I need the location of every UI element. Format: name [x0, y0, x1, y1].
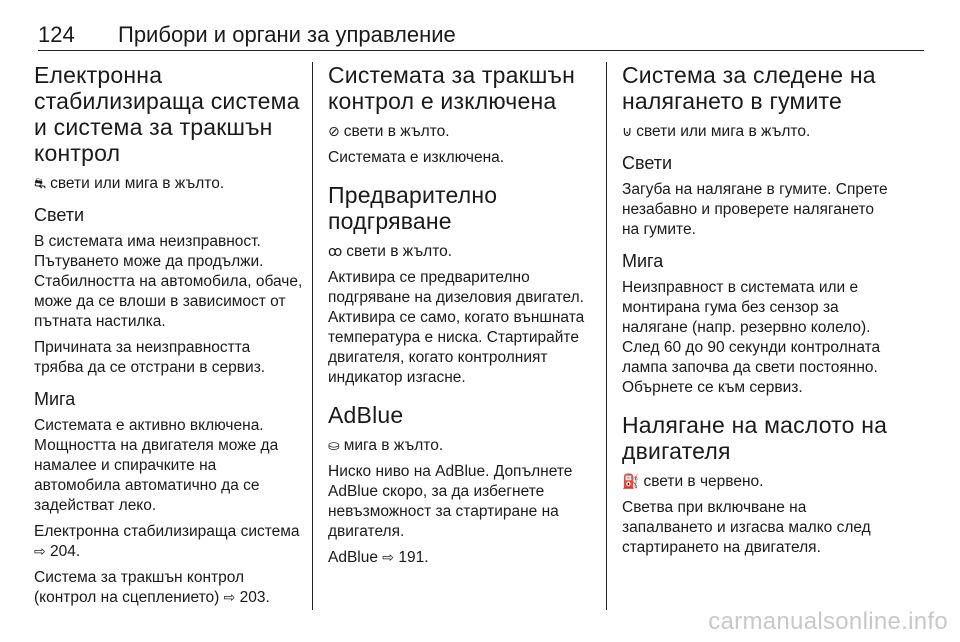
tire-pressure-icon: ⊍: [622, 124, 633, 140]
reference-arrow-icon: ⇨: [382, 550, 395, 566]
subheading: Свети: [622, 153, 673, 173]
section-heading: Системата за тракшън контрол е изключена: [328, 62, 576, 114]
column-left: [34, 62, 304, 612]
status-line: ⊍ свети или мига в жълто.: [622, 123, 811, 140]
section-heading: Предварително подгряване: [328, 182, 498, 234]
paragraph: В системата има неизправност. Пътуването може да продължи. Стабилността на автомобила, обаче, може да се влоши в зависимост от пътната настилка.: [34, 233, 303, 330]
paragraph: Системата е активно включена. Мощността на двигателя може да намалее и спирачките на автомобила автоматично да се задействат леко.: [34, 417, 279, 514]
cross-reference[interactable]: Система за тракшън контрол (контрол на сцеплението) ⇨ 203.: [34, 569, 270, 606]
page-number: 124: [38, 22, 75, 47]
column-divider: [606, 62, 607, 610]
status-line: ⛀ мига в жълто.: [328, 437, 444, 454]
section-heading: AdBlue: [328, 402, 404, 428]
reference-arrow-icon: ⇨: [34, 544, 46, 560]
watermark: carmanualsonline.info: [708, 608, 948, 635]
subheading: Свети: [34, 205, 85, 225]
paragraph: Причината за неизправността трябва да се отстрани в сервиз.: [34, 339, 266, 376]
paragraph: Светва при включване на запалването и изгасва малко след стартирането на двигателя.: [622, 499, 871, 556]
reference-arrow-icon: ⇨: [223, 590, 236, 606]
column-middle: [328, 62, 598, 612]
subheading: Мига: [34, 389, 76, 409]
oil-can-icon: ⛽: [622, 474, 640, 490]
traction-off-icon: ⊘: [328, 124, 340, 140]
glow-plug-icon: ꝏ: [328, 244, 343, 260]
paragraph: Активира се предварително подгряване на дизеловия двигател. Активира се само, когато външната температура е ниска. Стартирайте двигателя, когато контролният индикатор изгасне.: [328, 269, 585, 386]
status-line: ꝏ свети в жълто.: [328, 243, 453, 260]
paragraph: Ниско ниво на AdBlue. Допълнете AdBlue скоро, за да избегнете невъзможност за стартиране на двигателя.: [328, 463, 573, 540]
column-right: [622, 62, 892, 612]
adblue-icon: ⛀: [328, 438, 340, 454]
status-line: ⛽ свети в червено.: [622, 473, 764, 490]
subheading: Мига: [622, 251, 664, 271]
paragraph: Неизправност в системата или е монтирана гума без сензор за налягане (напр. резервно колело). След 60 до 90 секунди контролната лампа започва да свети постоянно. Обърнете се към сервиз.: [622, 279, 881, 396]
status-line: ⊘ свети в жълто.: [328, 123, 450, 140]
cross-reference[interactable]: Електронна стабилизираща система ⇨ 204.: [34, 523, 300, 560]
running-title: Прибори и органи за управление: [118, 22, 456, 47]
paragraph: Системата е изключена.: [328, 149, 505, 166]
paragraph: Загуба на налягане в гумите. Спрете незабавно и проверете налягането на гумите.: [622, 181, 888, 238]
section-heading: Налягане на маслото на двигателя: [622, 412, 888, 464]
section-heading: Система за следене на налягането в гумите: [622, 62, 876, 114]
cross-reference[interactable]: AdBlue ⇨ 191.: [328, 549, 429, 566]
column-divider: [312, 62, 313, 610]
esc-skid-icon: ⛐: [34, 176, 47, 192]
page-header: [38, 18, 924, 51]
section-heading: Електронна стабилизираща система и система за тракшън контрол: [34, 62, 300, 166]
status-line: ⛐ свети или мига в жълто.: [34, 175, 225, 192]
